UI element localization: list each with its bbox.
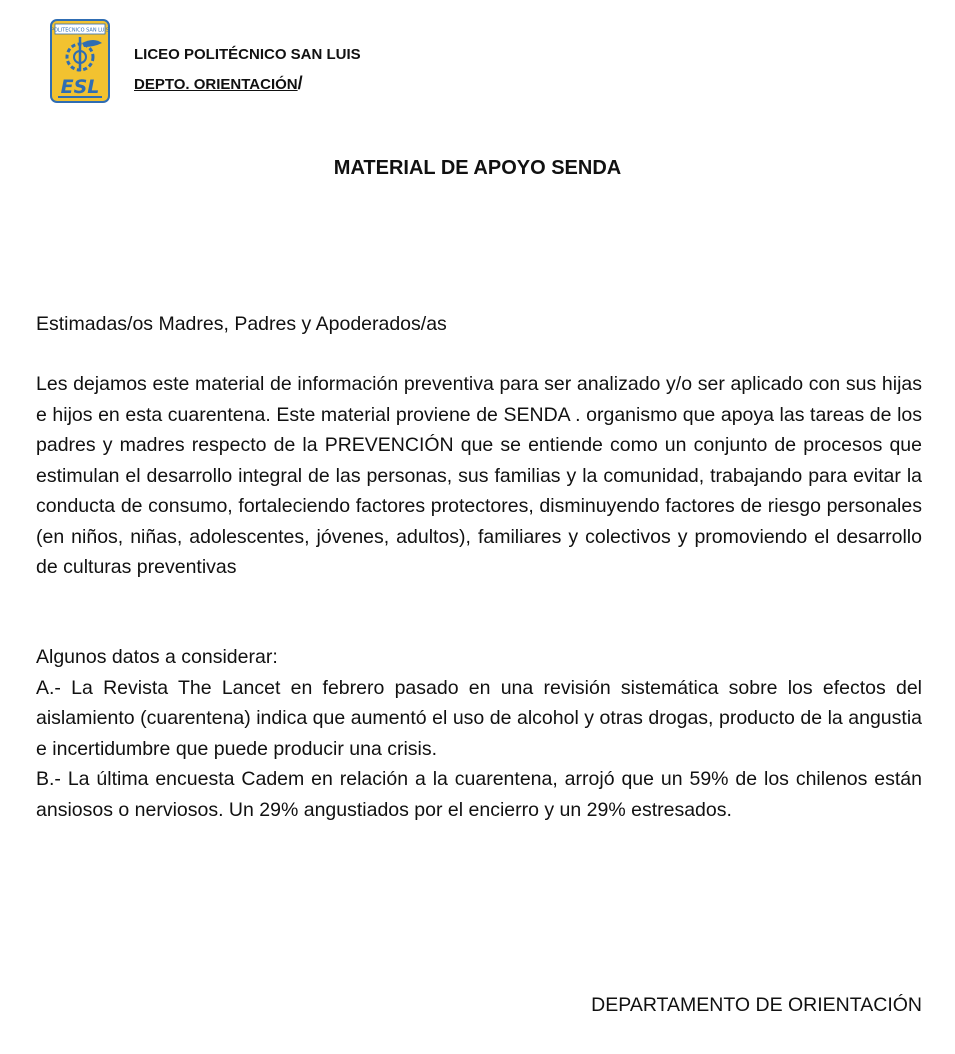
logo-text: ESL bbox=[60, 76, 100, 98]
fact-a: A.- La Revista The Lancet en febrero pasado en una revisión sistemática sobre los efectos del aislamiento (cuarentena) indica que aumentó el uso de alcohol y otras drogas, producto de la angustia e incertidumbre que puede producir una crisis. bbox=[36, 676, 922, 760]
department-suffix: / bbox=[297, 73, 303, 93]
logo-ring-text: POLITECNICO SAN LUIS bbox=[50, 27, 110, 34]
letterhead bbox=[134, 40, 361, 99]
facts-heading: Algunos datos a considerar: bbox=[36, 646, 278, 668]
greeting: Estimadas/os Madres, Padres y Apoderados/as bbox=[36, 313, 447, 335]
intro-paragraph: Les dejamos este material de información preventiva para ser analizado y/o ser aplicado con sus hijas e hijos en esta cuarentena. Este material proviene de SENDA . organismo que apoya las tareas de los padres y madres respecto de la PREVENCIÓN que se entiende como un conjunto de procesos que estimulan el desarrollo integral de las personas, sus familias y la comunidad, trabajando para evitar la conducta de consumo, fortaleciendo factores protectores, disminuyendo factores de riesgo personales (en niños, niñas, adolescentes, jóvenes, adultos), familiares y colectivos y promoviendo el desarrollo de culturas preventivas bbox=[36, 373, 922, 578]
school-name: LICEO POLITÉCNICO SAN LUIS bbox=[134, 46, 361, 63]
department-line bbox=[134, 69, 361, 99]
school-logo bbox=[50, 19, 110, 103]
fact-b: B.- La última encuesta Cadem en relación a la cuarentena, arrojó que un 59% de los chilenos están ansiosos o nerviosos. Un 29% angustiados por el encierro y un 29% estresados. bbox=[36, 768, 922, 821]
document-title: MATERIAL DE APOYO SENDA bbox=[333, 157, 622, 179]
signature: DEPARTAMENTO DE ORIENTACIÓN bbox=[591, 994, 922, 1016]
department-name: DEPTO. ORIENTACIÓN bbox=[134, 76, 298, 93]
school-crest-icon bbox=[50, 19, 110, 103]
facts-section bbox=[36, 642, 922, 825]
